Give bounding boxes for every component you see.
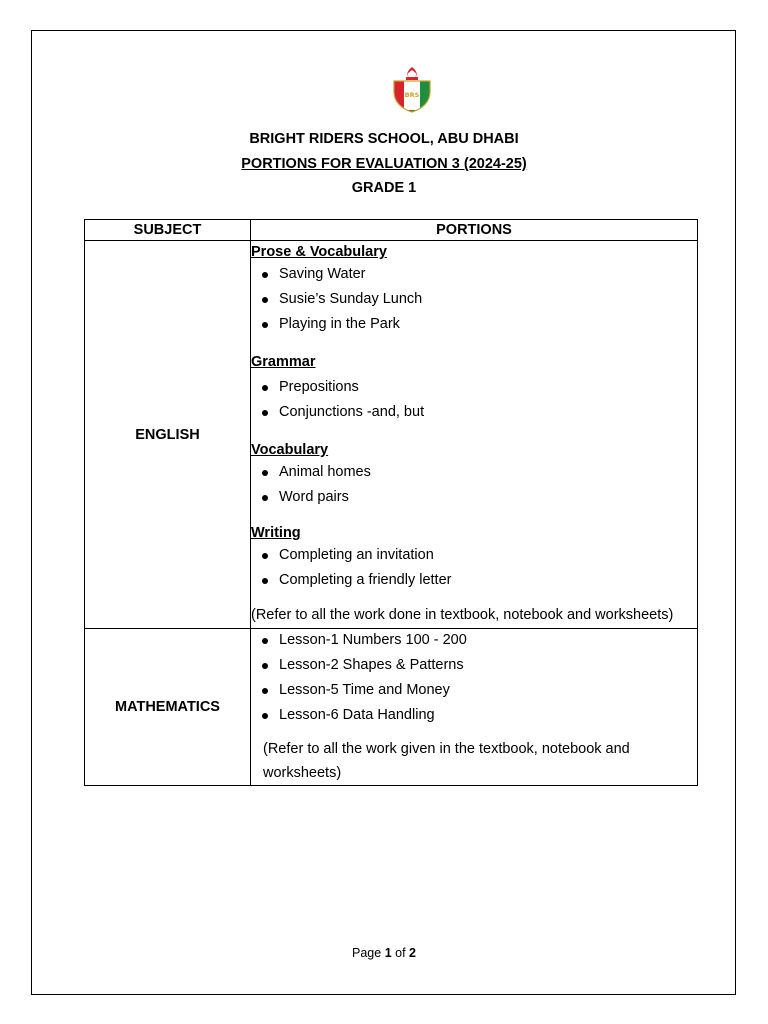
page-label: Page — [352, 946, 382, 960]
school-name: BRIGHT RIDERS SCHOOL, ABU DHABI — [249, 131, 519, 147]
list-item: Lesson-2 Shapes & Patterns — [251, 653, 697, 678]
grade-label: GRADE 1 — [351, 180, 417, 196]
list-item: Conjunctions -and, but — [251, 400, 697, 425]
list-item: Prepositions — [251, 375, 697, 400]
bullet-list — [251, 460, 697, 510]
list-item: Lesson-1 Numbers 100 - 200 — [251, 628, 697, 653]
table-row-mathematics — [85, 629, 698, 786]
bullet-list — [251, 375, 697, 425]
page-of: of — [395, 946, 406, 960]
page-current: 1 — [384, 946, 392, 960]
section-title: Writing — [251, 525, 301, 541]
document-title — [0, 156, 768, 172]
list-item: Completing an invitation — [251, 543, 697, 568]
section-title: Prose & Vocabulary — [251, 244, 387, 260]
table-row-english — [85, 241, 698, 629]
list-item: Lesson-6 Data Handling — [251, 703, 697, 728]
document-title-text: PORTIONS FOR EVALUATION 3 (2024-25) — [241, 156, 527, 172]
list-item: Saving Water — [251, 262, 697, 287]
english-note: (Refer to all the work done in textbook, notebook and worksheets) — [251, 607, 674, 623]
list-item: Playing in the Park — [251, 312, 697, 337]
subject-english: ENGLISH — [85, 241, 251, 629]
bullet-list — [251, 543, 697, 593]
section-title: Vocabulary — [251, 442, 329, 458]
logo-text: BRS — [404, 91, 420, 99]
list-item: Word pairs — [251, 485, 697, 510]
mathematics-note: (Refer to all the work given in the textbook, notebook and worksheets) — [263, 741, 630, 781]
list-item: Completing a friendly letter — [251, 568, 697, 593]
list-item: Animal homes — [251, 460, 697, 485]
subject-column-header: SUBJECT — [85, 220, 251, 241]
page-total: 2 — [409, 946, 416, 960]
logo-torch-band — [406, 77, 418, 80]
subject-mathematics: MATHEMATICS — [85, 629, 251, 786]
school-logo — [390, 66, 434, 114]
bullet-list — [251, 628, 697, 728]
table-header-row — [85, 220, 698, 241]
list-item: Lesson-5 Time and Money — [251, 678, 697, 703]
page-footer — [0, 946, 768, 960]
mathematics-portions — [251, 629, 698, 786]
logo-torch-flame — [407, 67, 416, 77]
portions-table — [84, 219, 698, 786]
bullet-list — [251, 262, 697, 337]
english-portions — [251, 241, 698, 629]
section-title: Grammar — [251, 354, 316, 370]
list-item: Susie’s Sunday Lunch — [251, 287, 697, 312]
portions-column-header: PORTIONS — [251, 220, 698, 241]
